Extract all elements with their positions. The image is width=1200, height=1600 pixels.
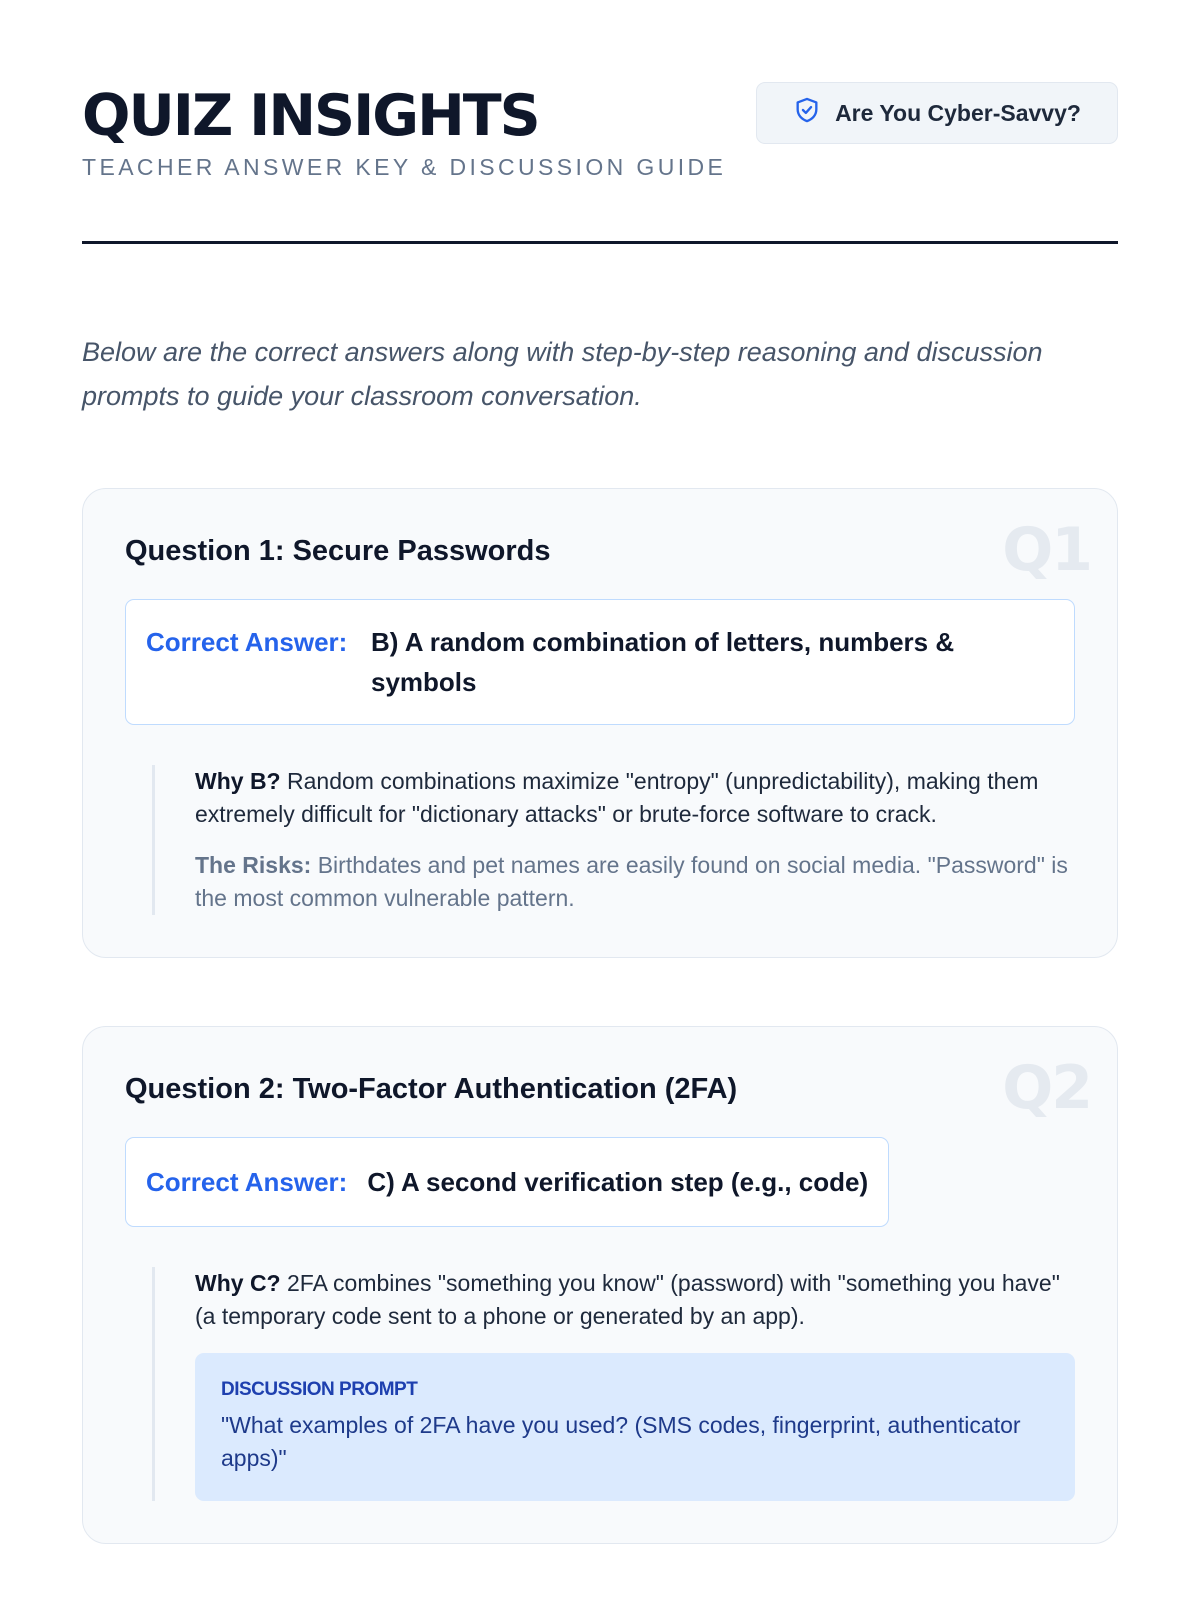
page-title: QUIZ INSIGHTS bbox=[82, 83, 539, 149]
intro-text: Below are the correct answers along with step-by-step reasoning and discussion prompts to guide your classroom conversation. bbox=[82, 337, 1043, 411]
page-header bbox=[82, 0, 1118, 244]
risks-text: Birthdates and pet names are easily found on social media. "Password" is the most common vulnerable pattern. bbox=[195, 852, 1068, 911]
question-title: Question 1: Secure Passwords bbox=[125, 535, 551, 567]
why-text: 2FA combines "something you know" (password) with "something you have" (a temporary code sent to a phone or generated by an app). bbox=[195, 1270, 1060, 1329]
discussion-prompt-text: "What examples of 2FA have you used? (SMS codes, fingerprint, authenticator apps)" bbox=[221, 1412, 1021, 1471]
question-title: Question 2: Two-Factor Authentication (2FA) bbox=[125, 1073, 738, 1105]
explanation bbox=[152, 1267, 1075, 1501]
shield-check-icon bbox=[793, 96, 821, 130]
discussion-prompt bbox=[195, 1353, 1075, 1501]
risks-paragraph bbox=[195, 849, 1075, 915]
risks-label: The Risks: bbox=[195, 852, 312, 878]
why-paragraph bbox=[195, 1267, 1075, 1333]
question-card-1 bbox=[82, 488, 1118, 958]
question-card-2 bbox=[82, 1026, 1118, 1544]
correct-answer-box bbox=[125, 1137, 889, 1227]
correct-answer-box bbox=[125, 599, 1075, 725]
badge-label: Are You Cyber-Savvy? bbox=[835, 99, 1081, 126]
question-number-watermark: Q1 bbox=[1002, 515, 1091, 585]
quiz-badge bbox=[756, 82, 1118, 144]
discussion-prompt-label: DISCUSSION PROMPT bbox=[221, 1379, 418, 1400]
why-text: Random combinations maximize "entropy" (unpredictability), making them extremely difficult for "dictionary attacks" or brute-force software to crack. bbox=[195, 768, 1039, 827]
correct-answer-value: B) A random combination of letters, numbers & symbols bbox=[371, 627, 955, 697]
why-label: Why C? bbox=[195, 1270, 281, 1296]
correct-answer-label: Correct Answer: bbox=[146, 627, 348, 657]
explanation bbox=[152, 765, 1075, 915]
correct-answer-label: Correct Answer: bbox=[146, 1167, 348, 1197]
correct-answer-value: C) A second verification step (e.g., code) bbox=[367, 1167, 869, 1197]
page-subtitle: TEACHER ANSWER KEY & DISCUSSION GUIDE bbox=[82, 154, 727, 180]
why-label: Why B? bbox=[195, 768, 281, 794]
question-number-watermark: Q2 bbox=[1002, 1053, 1091, 1123]
why-paragraph bbox=[195, 765, 1075, 831]
